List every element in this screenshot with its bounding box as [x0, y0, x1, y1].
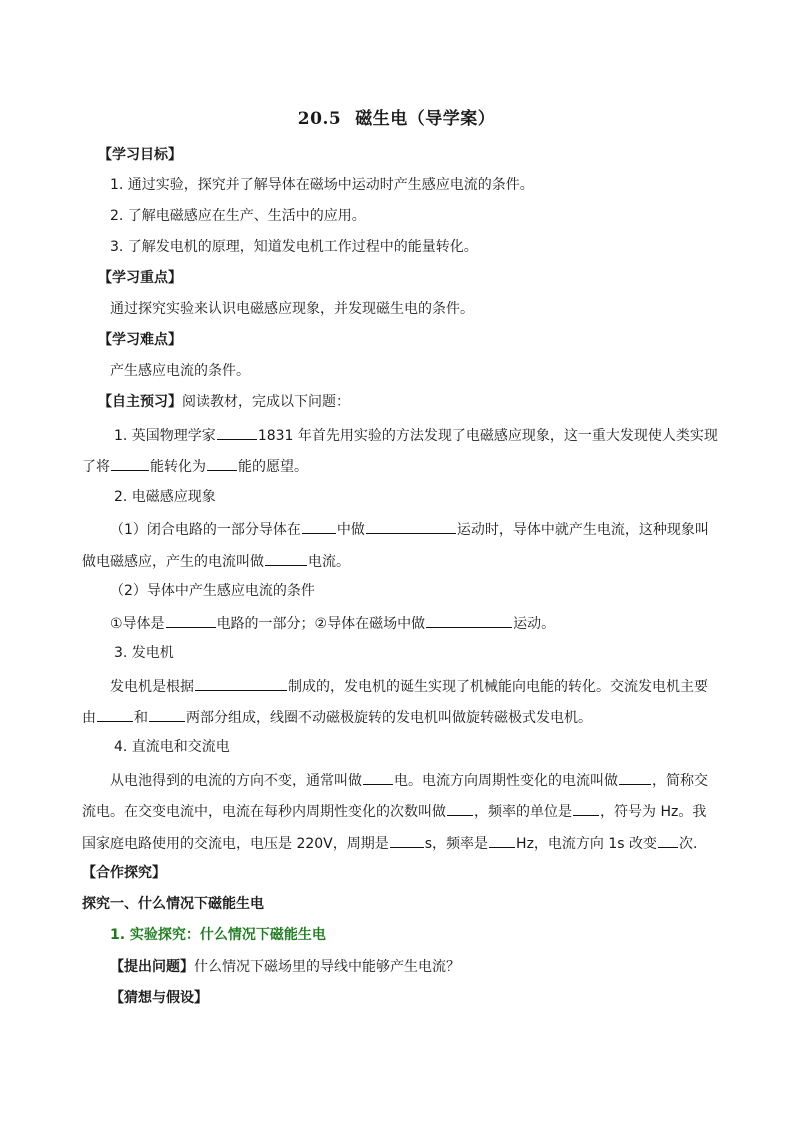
section-heading-key: 【学习重点】 — [98, 270, 182, 286]
text-fragment: ，符号为 Hz。我 — [600, 804, 707, 820]
answer-blank — [97, 706, 133, 722]
key-text: 通过探究实验来认识电磁感应现象，并发现磁生电的条件。 — [110, 301, 474, 317]
question-2-1-line-1 — [110, 518, 709, 540]
answer-blank — [302, 518, 336, 534]
ask-question-text: 什么情况下磁场里的导线中能够产生电流？ — [194, 959, 460, 975]
answer-blank — [111, 455, 149, 471]
answer-blank — [390, 832, 424, 848]
page-title — [0, 104, 793, 129]
answer-blank — [366, 518, 456, 534]
text-fragment: 发电机是根据 — [110, 679, 194, 695]
text-fragment: 次. — [679, 836, 698, 852]
text-fragment: 做电磁感应，产生的电流叫做 — [82, 554, 264, 570]
text-fragment: 从电池得到的电流的方向不变，通常叫做 — [110, 773, 362, 789]
section-heading-difficulty: 【学习难点】 — [98, 332, 182, 348]
answer-blank — [426, 612, 512, 628]
text-fragment: 电流。 — [308, 554, 350, 570]
text-fragment: 由 — [82, 710, 96, 726]
text-fragment: 1. 英国物理学家 — [114, 428, 216, 444]
question-3-line-2 — [82, 706, 592, 728]
ask-question-heading: 【提出问题】 — [110, 959, 194, 975]
text-fragment: 电路的一部分；②导体在磁场中做 — [216, 616, 426, 632]
question-4-line-1 — [110, 769, 708, 791]
text-fragment: 能的愿望。 — [238, 459, 308, 475]
answer-blank — [573, 800, 599, 816]
goal-item-2: 2. 了解电磁感应在生产、生活中的应用。 — [110, 208, 366, 224]
section-heading-preview: 【自主预习】 — [98, 394, 182, 410]
answer-blank — [265, 550, 307, 566]
text-fragment: 了将 — [82, 459, 110, 475]
text-fragment: ，频率的单位是 — [474, 804, 572, 820]
text-fragment: 和 — [134, 710, 148, 726]
title-number: 20.5 — [297, 109, 342, 129]
text-fragment: 运动时，导体中就产生电流，这种现象叫 — [456, 522, 709, 538]
section-heading-cooperation: 【合作探究】 — [82, 865, 166, 881]
preview-line — [98, 392, 350, 412]
explore-1-heading: 探究一、什么情况下磁能生电 — [82, 896, 264, 912]
question-1-line-2 — [82, 455, 308, 477]
answer-blank — [447, 800, 473, 816]
goal-item-3: 3. 了解发电机的原理，知道发电机工作过程中的能量转化。 — [110, 239, 478, 255]
question-4-line-2 — [82, 800, 706, 822]
difficulty-text: 产生感应电流的条件。 — [110, 363, 250, 379]
question-2-2: （2）导体中产生感应电流的条件 — [110, 583, 315, 599]
text-fragment: 两部分组成，线圈不动磁极旋转的发电机叫做旋转磁极式发电机。 — [186, 710, 592, 726]
question-1-line-1 — [114, 424, 718, 446]
experiment-title: 1. 实验探究：什么情况下磁能生电 — [110, 927, 326, 943]
text-fragment: Hz，电流方向 1s 改变 — [516, 836, 658, 852]
goal-item-1: 1. 通过实验，探究并了解导体在磁场中运动时产生感应电流的条件。 — [110, 177, 534, 193]
text-fragment: ①导体是 — [110, 616, 165, 632]
question-2-heading: 2. 电磁感应现象 — [114, 489, 216, 505]
question-3-line-1 — [110, 675, 708, 697]
guess-heading: 【猜想与假设】 — [110, 990, 208, 1006]
preview-intro: 阅读教材，完成以下问题： — [182, 394, 350, 410]
ask-question-line — [110, 957, 460, 977]
text-fragment: 流电。在交变电流中，电流在每秒内周期性变化的次数叫做 — [82, 804, 446, 820]
text-fragment: 电。电流方向周期性变化的电流叫做 — [394, 773, 618, 789]
answer-blank — [363, 769, 393, 785]
question-2-1-line-2 — [82, 550, 350, 572]
text-fragment: 国家庭电路使用的交流电，电压是 220V，周期是 — [82, 836, 389, 852]
section-heading-goals: 【学习目标】 — [98, 147, 182, 163]
question-2-conditions — [110, 612, 555, 634]
answer-blank — [207, 455, 237, 471]
text-fragment: ，简称交 — [652, 773, 708, 789]
text-fragment: 制成的，发电机的诞生实现了机械能向电能的转化。交流发电机主要 — [288, 679, 708, 695]
answer-blank — [658, 832, 678, 848]
text-fragment: 1831 年首先用实验的方法发现了电磁感应现象，这一重大发现使人类实现 — [257, 428, 718, 444]
text-fragment: （1）闭合电路的一部分导体在 — [110, 522, 301, 538]
title-text: 磁生电（导学案） — [355, 109, 496, 129]
answer-blank — [166, 612, 216, 628]
question-4-heading: 4. 直流电和交流电 — [114, 739, 230, 755]
text-fragment: s，频率是 — [424, 836, 489, 852]
answer-blank — [149, 706, 185, 722]
answer-blank — [489, 832, 515, 848]
question-3-heading: 3. 发电机 — [114, 645, 174, 661]
text-fragment: 中做 — [336, 522, 365, 538]
answer-blank — [195, 675, 287, 691]
answer-blank — [619, 769, 651, 785]
text-fragment: 能转化为 — [150, 459, 206, 475]
answer-blank — [217, 424, 257, 440]
text-fragment: 运动。 — [513, 616, 556, 632]
question-4-line-3 — [82, 832, 697, 854]
